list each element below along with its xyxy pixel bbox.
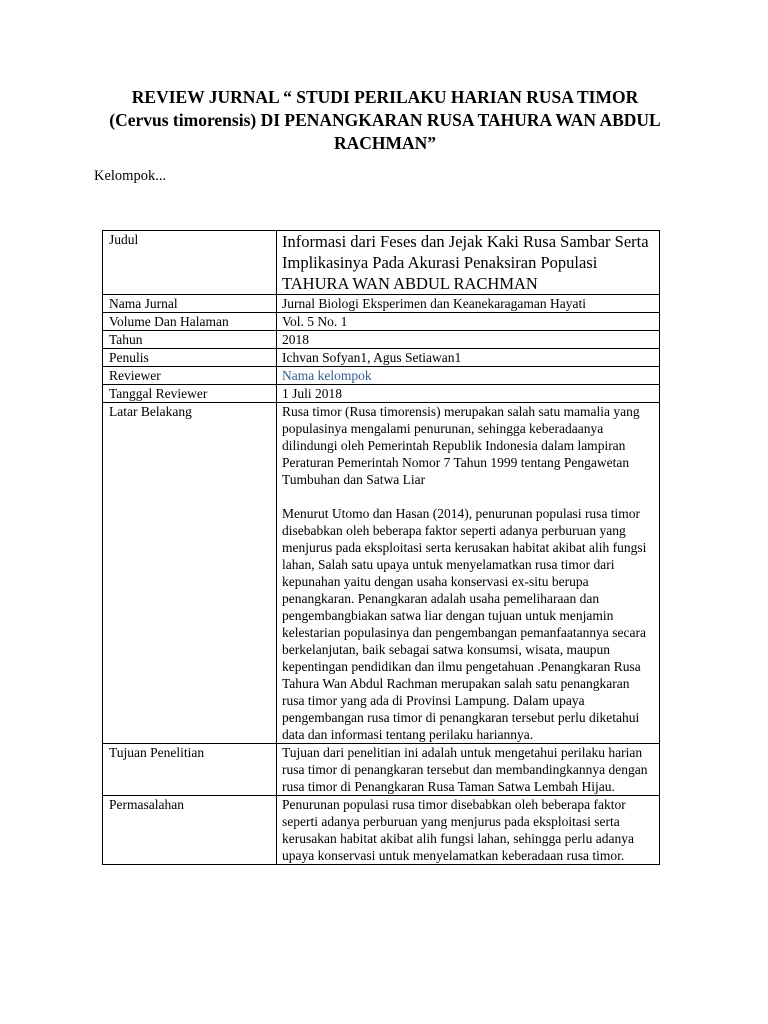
group-label: Kelompok... bbox=[94, 168, 167, 184]
tujuan-label: Tujuan Penelitian bbox=[103, 744, 277, 796]
row-nama-jurnal bbox=[103, 295, 660, 313]
row-tahun bbox=[103, 331, 660, 349]
permasalahan-value: Penurunan populasi rusa timor disebabkan oleh beberapa faktor seperti adanya perburuan yang menjurus pada eksploitasi serta kerusakan habitat akibat alih fungsi lahan, sehingga perlu adanya upaya konservasi untuk menyelamatkan keberadaan rusa timor. bbox=[277, 796, 660, 865]
judul-label: Judul bbox=[103, 231, 277, 295]
title-line-3: RACHMAN” bbox=[333, 133, 437, 153]
latar-value bbox=[277, 403, 660, 744]
permasalahan-label: Permasalahan bbox=[103, 796, 277, 865]
latar-label: Latar Belakang bbox=[103, 403, 277, 744]
title-line-2: (Cervus timorensis) DI PENANGKARAN RUSA TAHURA WAN ABDUL bbox=[109, 110, 661, 130]
latar-paragraph-2: Menurut Utomo dan Hasan (2014), penurunan populasi rusa timor disebabkan oleh beberapa faktor seperti adanya perburuan yang menjurus pada eksploitasi serta kerusakan habitat akibat alih fungsi lahan, Salah satu upaya untuk menyelamatkan rusa timor dari kepunahan yaitu dengan usaha konservasi ex-situ berupa penangkaran. Penangkaran adalah usaha pemeliharaan dan pengembangbiakan satwa liar dengan tujuan untuk menjamin kelestarian populasinya dan pengembangan pemanfaatannya secara berkelanjutan, baik sebagai satwa konsumsi, wisata, maupun kepentingan pendidikan dan ilmu pengetahuan .Penangkaran Rusa Tahura Wan Abdul Rachman merupakan salah satu penangkaran rusa timor yang ada di Provinsi Lampung. Dalam upaya pengembangan rusa timor di penangkaran tersebut perlu diketahui data dan informasi tentang perilaku hariannya. bbox=[282, 506, 647, 742]
title-line-1: REVIEW JURNAL “ STUDI PERILAKU HARIAN RUSA TIMOR bbox=[131, 87, 639, 107]
penulis-label: Penulis bbox=[103, 349, 277, 367]
row-judul bbox=[103, 231, 660, 295]
reviewer-value: Nama kelompok bbox=[277, 367, 660, 385]
paragraph-gap bbox=[282, 488, 654, 505]
nama-jurnal-label: Nama Jurnal bbox=[103, 295, 277, 313]
volume-value: Vol. 5 No. 1 bbox=[277, 313, 660, 331]
row-reviewer bbox=[103, 367, 660, 385]
row-tujuan bbox=[103, 744, 660, 796]
tujuan-value: Tujuan dari penelitian ini adalah untuk mengetahui perilaku harian rusa timor di penangkaran tersebut dan membandingkannya dengan rusa timor di Penangkaran Rusa Taman Satwa Lembah Hijau. bbox=[277, 744, 660, 796]
reviewer-label: Reviewer bbox=[103, 367, 277, 385]
judul-value: Informasi dari Feses dan Jejak Kaki Rusa Sambar Serta Implikasinya Pada Akurasi Penaksiran Populasi TAHURA WAN ABDUL RACHMAN bbox=[277, 231, 660, 295]
nama-jurnal-value: Jurnal Biologi Eksperimen dan Keanekaragaman Hayati bbox=[277, 295, 660, 313]
volume-label: Volume Dan Halaman bbox=[103, 313, 277, 331]
row-permasalahan bbox=[103, 796, 660, 865]
tahun-value: 2018 bbox=[277, 331, 660, 349]
tanggal-label: Tanggal Reviewer bbox=[103, 385, 277, 403]
review-table bbox=[102, 230, 660, 865]
tanggal-value: 1 Juli 2018 bbox=[277, 385, 660, 403]
row-tanggal bbox=[103, 385, 660, 403]
latar-paragraph-1: Rusa timor (Rusa timorensis) merupakan salah satu mamalia yang populasinya mengalami penurunan, sehingga keberadaanya dilindungi oleh Pemerintah Republik Indonesia dalam lampiran Peraturan Pemerintah Nomor 7 Tahun 1999 tentang Pengawetan Tumbuhan dan Satwa Liar bbox=[282, 404, 640, 487]
row-volume bbox=[103, 313, 660, 331]
penulis-value: Ichvan Sofyan1, Agus Setiawan1 bbox=[277, 349, 660, 367]
tahun-label: Tahun bbox=[103, 331, 277, 349]
row-penulis bbox=[103, 349, 660, 367]
document-title bbox=[90, 86, 680, 155]
row-latar-belakang bbox=[103, 403, 660, 744]
